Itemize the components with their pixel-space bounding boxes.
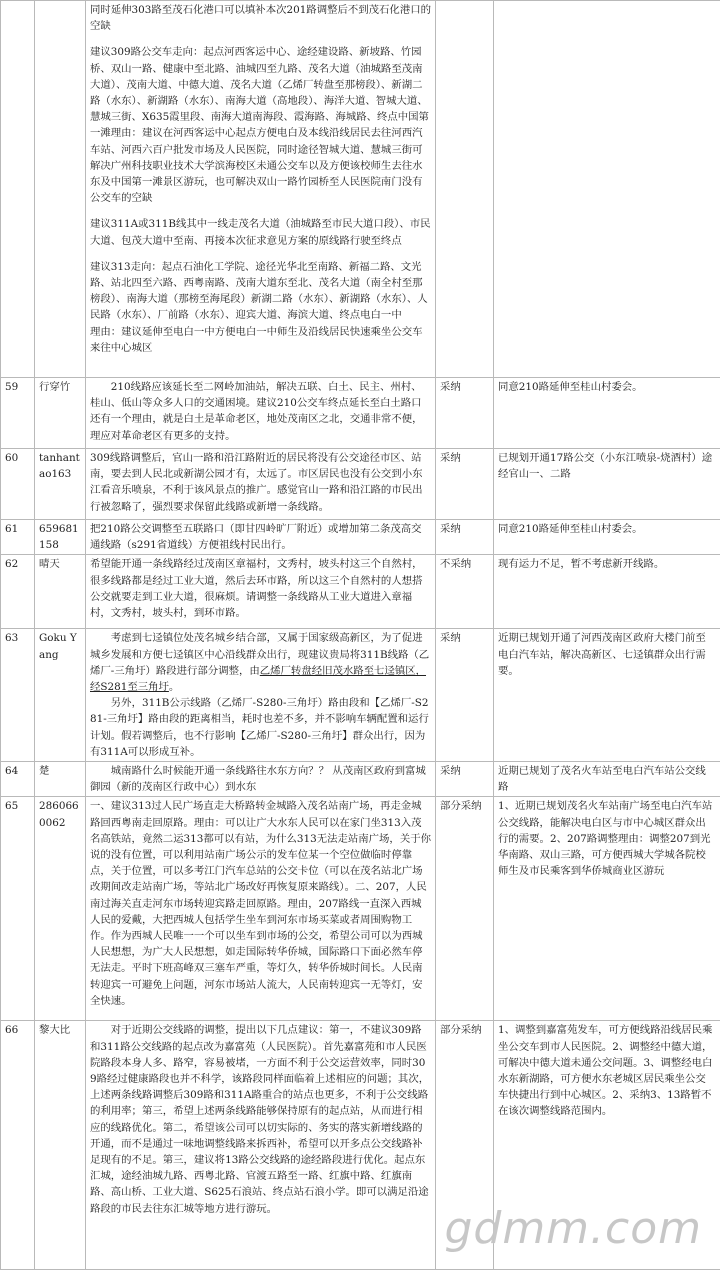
- reply-cell: 1、调整到嘉富苑发车，可方便线路沿线居民乘坐公交车到市人民医院。2、调整经中德大道，可解决中德大道未通公交问题。3、调整经电白水东新湖路，可方便水东老城区居民乘坐公交车快捷出行到中心城区。2、采纳3、13路暂不在该次调整线路范围内。: [494, 1021, 720, 1270]
- suggestion-text: 建议311A或311B线其中一线走茂名大道（油城路至市民大道口段）、市民大道、包茂大道中至南、再接本次征求意见方案的原线路行驶至终点: [90, 218, 431, 247]
- suggestion-cell: [86, 1, 436, 378]
- adoption-status: 不采纳: [436, 555, 494, 629]
- suggestion-text: 建议309路公交车走向：起点河西客运中心、途经建设路、新坡路、竹园桥、双山一路、健康中至北路、油城四至九路、茂名大道（油城路至茂南大道）、茂南大道、中德大道、茂名大道（乙烯厂转盘至那榜段）、新湖二路（水东）、新湖路（水东）、南海大道（高地段）、海洋大道、智城大道、慧城三街、X635霞里段、南海大道南海段、霞海路、海城路、终点中国第一滩理由：建议在河西客运中心起点方便电白及本线沿线居民去往河西汽车站、河西六百户批发市场及人民医院，同时途径智城大道、慧城三街可解决广州科技职业技术大学滨海校区未通公交车以及方便该校师生去往水东及中国第一滩景区游玩，也可解决双山一路竹园桥至人民医院南门没有公交车的空缺: [90, 46, 429, 205]
- adoption-status: 部分采纳: [436, 1021, 494, 1270]
- user-name: 黎大比: [35, 1021, 86, 1270]
- suggestion-cell: [86, 520, 436, 555]
- suggestion-cell: [86, 762, 436, 797]
- suggestion-text: 考虑到七迳镇位处茂名城乡结合部，又属于国家级高新区，为了促进城乡发展和方便七迳镇区中心沿线群众出行，现建议贵局将311B线路（乙烯厂-三角圩）路段进行部分调整，由乙烯厂转盘经旧茂水路至七迳镇区，经S281至三角圩。: [90, 632, 430, 694]
- user-name: 行穿竹: [35, 378, 86, 449]
- suggestion-text: 建议313走向：起点石油化工学院、途径光华北至南路、新福二路、文光路、站北四至六路、西粤南路、茂南大道东至北、茂名大道（南全村至那榜段）、南海大道（那榜至海尾段）新湖二路（水东）、新湖路（水东）、人民路（水东）、厂前路（水东）、迎宾大道、海滨大道、终点电白一中: [90, 260, 428, 322]
- suggestion-text: 同时延伸303路至茂石化港口可以填补本次201路调整后不到茂石化港口的空缺: [90, 4, 431, 33]
- user-name: Goku Yang: [35, 629, 86, 762]
- row-number: 66: [1, 1021, 35, 1270]
- table-row: [1, 762, 720, 797]
- suggestion-text: 一、建议313过人民广场直走大桥路转金城路入茂名站南广场，再走金城路回西粤南走回原路。理由：可以让广大水东人民可以在家门坐313入茂名高铁站，竟然二运313都可以有站，为什么313无法走站南广场，关于你说的没有位置，可以利用站南广场公示的发车位某一个空位做临时停靠点，关于位置，可以多考江门汽车总站的公交卡位（可以在茂名站北广场改期间改走站南广场，等站北广场改好再恢复原来路线）。二、207，人民南过海关直走河东市场转迎宾路走回原路。理由，207路线一直深入西城人民的爱戴，大把西城人包括学生坐车到河东市场买菜或者周围购物工作。作为西城人民唯一一个可以坐车到市场的公交，希望公司可以为西城人民想想，为广大人民想想，如走国际转华侨城，国际路口下面必然车停无法走。平时下班高峰双三塞车严重，等灯久，转华侨城时间长。人民南转迎宾一可避免上问题，河东市场站人流大，人民南转迎宾一无等灯，安全快速。: [90, 800, 431, 1007]
- adoption-status: 采纳: [436, 762, 494, 797]
- table-row: [1, 449, 720, 520]
- table-row: [1, 1021, 720, 1270]
- suggestion-cell: [86, 449, 436, 520]
- adoption-status: 部分采纳: [436, 797, 494, 1021]
- suggestion-text: 对于近期公交线路的调整，提出以下几点建议：第一，不建议309路和311路公交线路的起点改为嘉富苑（人民医院）。首先嘉富苑和市人民医院路段本身人多、路窄，容易被堵，一方面不利于公交运营效率，同时309路经过健康路段也并不科学，该路段同样面临着上述相应的问题；其次，上述两条线路调整后309路和311A路重合的站点也更多，不利于公交线路的利用率；第三，希望上述两条线路能够保持原有的起点站，从而进行相应的线路优化。第二，希望该公司可以切实际的、务实的落实新增线路的开通，而不是通过一味地调整线路来拆西补，希望可以开多点公交线路补足现有的不足。第三，建议将13路公交线路的途经路段进行优化。起点东汇城，途经油城九路、西粤北路、官渡五路至一路、红旗中路、红旗南路、高山桥、工业大道、S625石浪站、终点站石浪小学。即可以满足沿途路段的市民去往东汇城等地方进行游玩。: [90, 1024, 430, 1215]
- suggestion-cell: [86, 797, 436, 1021]
- user-name: 2860660062: [35, 797, 86, 1021]
- suggestion-text: 把210路公交调整至五联路口（即甘四岭旷厂附近）或增加第二条茂高交通线路（s291省道线）方便祖线村民出行。: [90, 523, 422, 552]
- table-row: [1, 1, 720, 378]
- table-row: [1, 378, 720, 449]
- underlined-route: 乙烯厂转盘经旧茂水路至七迳镇区，经S281至三角圩: [90, 664, 427, 694]
- suggestion-cell: [86, 378, 436, 449]
- row-number: 59: [1, 378, 35, 449]
- reply-cell: 近期已规划开通了河西茂南区政府大楼门前至电白汽车站，解决高新区、七迳镇群众出行需要。: [494, 629, 720, 762]
- user-name: tanhantao163: [35, 449, 86, 520]
- reply-cell: 同意210路延伸至桂山村委会。: [494, 520, 720, 555]
- row-number: 62: [1, 555, 35, 629]
- suggestion-text: 309线路调整后，官山一路和沿江路附近的居民将没有公交途径市区、站南，要去到人民北或新湖公园才有，太远了。市区居民也没有公交到小东江看音乐喷泉，不利于该风景点的推广。感觉官山一路和沿江路的市民出行被忽略了，强烈要求保留此线路或新增一条线路。: [90, 452, 423, 513]
- user-name: 659681158: [35, 520, 86, 555]
- row-number: 65: [1, 797, 35, 1021]
- user-name: 晴天: [35, 555, 86, 629]
- row-number: 61: [1, 520, 35, 555]
- table-row: [1, 555, 720, 629]
- suggestion-text: 另外，311B公示线路（乙烯厂-S280-三角圩）路由段和【乙烯厂-S281-三角圩】路由段的距离相当，耗时也差不多，并不影响车辆配置和运行计划。假若调整后，也不行影响【乙烯厂-S280-三角圩】群众出行，因为有311A可以形成互补。: [90, 697, 429, 758]
- adoption-status: 采纳: [436, 449, 494, 520]
- table-row: [1, 797, 720, 1021]
- suggestion-text: 城南路什么时候能开通一条线路往水东方向？？ 从茂南区政府到富城御园（新的茂南区行政中心）到水东: [90, 765, 426, 794]
- row-number: 60: [1, 449, 35, 520]
- adoption-status: 采纳: [436, 629, 494, 762]
- reply-cell: 现有运力不足，暂不考虑新开线路。: [494, 555, 720, 629]
- user-name: 楚: [35, 762, 86, 797]
- table-row: [1, 629, 720, 762]
- suggestion-text: 理由：建议延伸至电白一中方便电白一中师生及沿线居民快速乘坐公交车来往中心城区: [90, 325, 423, 354]
- suggestion-cell: [86, 555, 436, 629]
- suggestion-text: 希望能开通一条线路经过茂南区章福村，文秀村，坡头村这三个自然村，很多线路都是经过工业大道，然后去环市路，所以这三个自然村的人想搭公交就要走到工业大道，很麻烦。请调整一条线路从工业大道进入章福村，文秀村，坡头村，到环市路。: [90, 558, 423, 620]
- reply-cell: 已规划开通17路公交（小东江喷泉-烧酒村）途经官山一、二路: [494, 449, 720, 520]
- adoption-status: 采纳: [436, 378, 494, 449]
- table-row: [1, 520, 720, 555]
- suggestion-cell: [86, 629, 436, 762]
- suggestion-text: 210线路应该延长至二网岭加油站，解决五联、白土、民主、州村、桂山、低山等众多人口的交通困境。建议210公交车终点延长至白土路口还有一个理由，就是白土是革命老区，地处茂南区之北，交通非常不便，理应对革命老区有更多的支持。: [90, 381, 423, 442]
- suggestion-cell: [86, 1021, 436, 1270]
- row-number: 63: [1, 629, 35, 762]
- reply-cell: 1、近期已规划茂名火车站南广场至电白汽车站公交线路，能解决电白区与市中心城区群众出行的需要。2、207路调整理由：调整207到光华南路、双山三路，可方便西城大学城各院校师生及市民乘客到华侨城商业区游玩: [494, 797, 720, 1021]
- reply-cell: 近期已规划了茂名火车站至电白汽车站公交线路: [494, 762, 720, 797]
- reply-cell: 同意210路延伸至桂山村委会。: [494, 378, 720, 449]
- row-number: 64: [1, 762, 35, 797]
- adoption-status: 采纳: [436, 520, 494, 555]
- site-watermark: gdmm.com: [444, 1203, 702, 1254]
